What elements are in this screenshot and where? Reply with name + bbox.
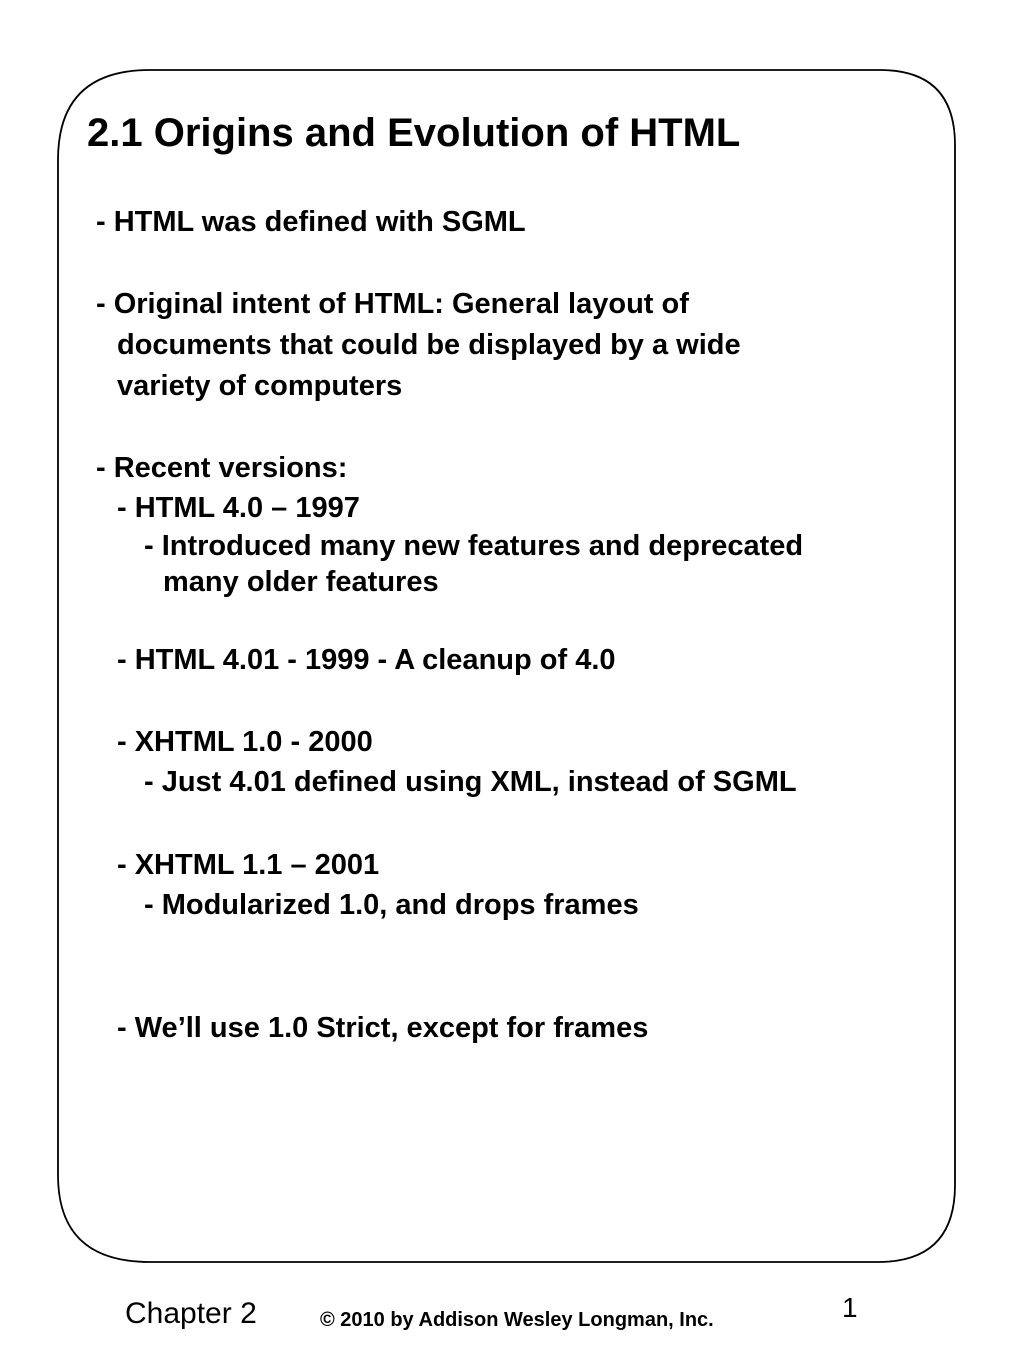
bullet-original-intent-line-3: variety of computers: [117, 370, 403, 402]
footer-chapter-label: Chapter 2: [125, 1297, 257, 1330]
footer-copyright: © 2010 by Addison Wesley Longman, Inc.: [320, 1309, 714, 1331]
sub-bullet-we-use-strict: - We’ll use 1.0 Strict, except for frames: [117, 1012, 649, 1044]
sub-bullet-html-4-0: - HTML 4.0 – 1997: [117, 492, 360, 524]
sub-sub-bullet-xhtml-1-1-details: - Modularized 1.0, and drops frames: [144, 889, 639, 921]
bullet-original-intent-line-2: documents that could be displayed by a wide: [117, 329, 741, 361]
sub-bullet-html-4-01: - HTML 4.01 - 1999 - A cleanup of 4.0: [117, 644, 616, 676]
bullet-recent-versions: - Recent versions:: [96, 452, 348, 484]
sub-sub-bullet-xhtml-1-0-details: - Just 4.01 defined using XML, instead of SGML: [144, 766, 797, 798]
sub-sub-bullet-html-4-0-details-line-2: many older features: [163, 566, 439, 598]
sub-sub-bullet-html-4-0-details: - Introduced many new features and deprecated: [144, 530, 804, 562]
bullet-html-sgml: - HTML was defined with SGML: [96, 206, 526, 238]
footer-page-number: 1: [842, 1292, 858, 1323]
sub-bullet-xhtml-1-0: - XHTML 1.0 - 2000: [117, 726, 373, 758]
sub-bullet-xhtml-1-1: - XHTML 1.1 – 2001: [117, 849, 380, 881]
bullet-original-intent: - Original intent of HTML: General layout of: [96, 288, 689, 320]
slide-title: 2.1 Origins and Evolution of HTML: [87, 111, 741, 155]
